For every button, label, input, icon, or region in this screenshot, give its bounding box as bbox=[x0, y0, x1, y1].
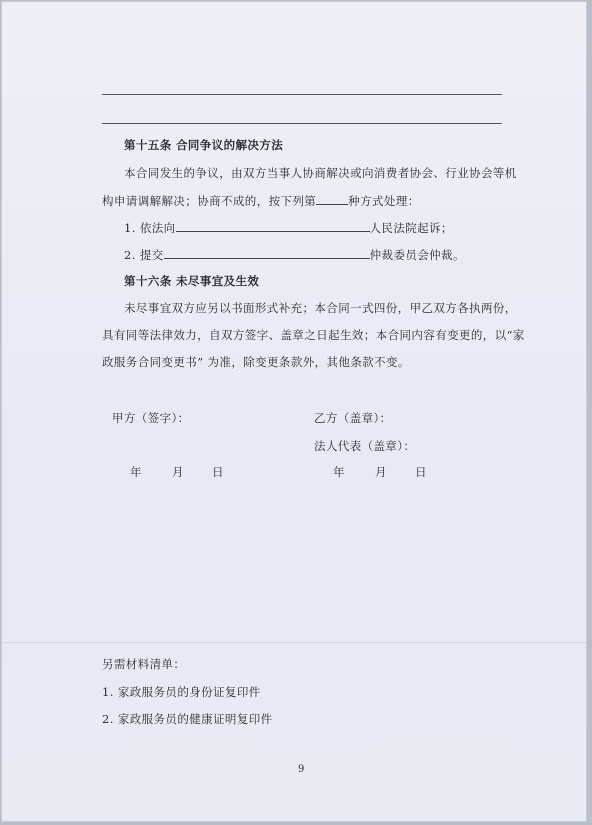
scan-artifact-line bbox=[2, 642, 586, 643]
article-15-title: 第十五条 合同争议的解决方法 bbox=[124, 138, 284, 152]
party-b-date-month: 月 bbox=[375, 465, 387, 479]
legal-representative-label: 法人代表（盖章）： bbox=[314, 439, 416, 453]
party-a-date-day: 日 bbox=[212, 465, 224, 479]
article-16-title: 第十六条 未尽事宜及生效 bbox=[124, 274, 260, 288]
party-b-seal-label: 乙方（盖章）： bbox=[314, 411, 392, 425]
materials-list-item: 1. 家政服务员的身份证复印件 bbox=[102, 685, 261, 699]
party-a-date-month: 月 bbox=[172, 465, 184, 479]
blank-fill-line bbox=[102, 123, 502, 124]
article-16-paragraph-line: 具有同等法律效力，自双方签字、盖章之日起生效；本合同内容有变更的，以“家 bbox=[102, 328, 525, 342]
arbitration-name-blank bbox=[164, 247, 370, 259]
blank-fill-line bbox=[102, 94, 502, 95]
article-16-paragraph-line: 政服务合同变更书” 为准，除变更条款外，其他条款不变。 bbox=[102, 355, 410, 369]
party-a-signature-label: 甲方（签字）： bbox=[112, 411, 190, 425]
materials-list-item: 2. 家政服务员的健康证明复印件 bbox=[102, 712, 273, 726]
materials-list-title: 另需材料清单： bbox=[102, 657, 186, 671]
option-arbitration: 2. 提交 仲裁委员会仲裁。 bbox=[124, 248, 465, 262]
party-a-date-year: 年 bbox=[130, 465, 142, 479]
option-court: 1. 依法向 人民法院起诉； bbox=[124, 221, 453, 235]
article-15-paragraph-line: 本合同发生的争议，由双方当事人协商解决或向消费者协会、行业协会等机 bbox=[124, 166, 517, 180]
court-name-blank bbox=[176, 220, 370, 232]
article-15-paragraph-line: 构申请调解解决；协商不成的，按下列第 种方式处理： bbox=[102, 194, 420, 208]
article-16-paragraph-line: 未尽事宜双方应另以书面形式补充；本合同一式四份，甲乙双方各执两份， bbox=[124, 301, 517, 315]
party-b-date-day: 日 bbox=[415, 465, 427, 479]
party-b-date-year: 年 bbox=[333, 465, 345, 479]
option-number-blank bbox=[316, 193, 348, 205]
document-page bbox=[2, 2, 586, 821]
page-number: 9 bbox=[298, 764, 305, 775]
